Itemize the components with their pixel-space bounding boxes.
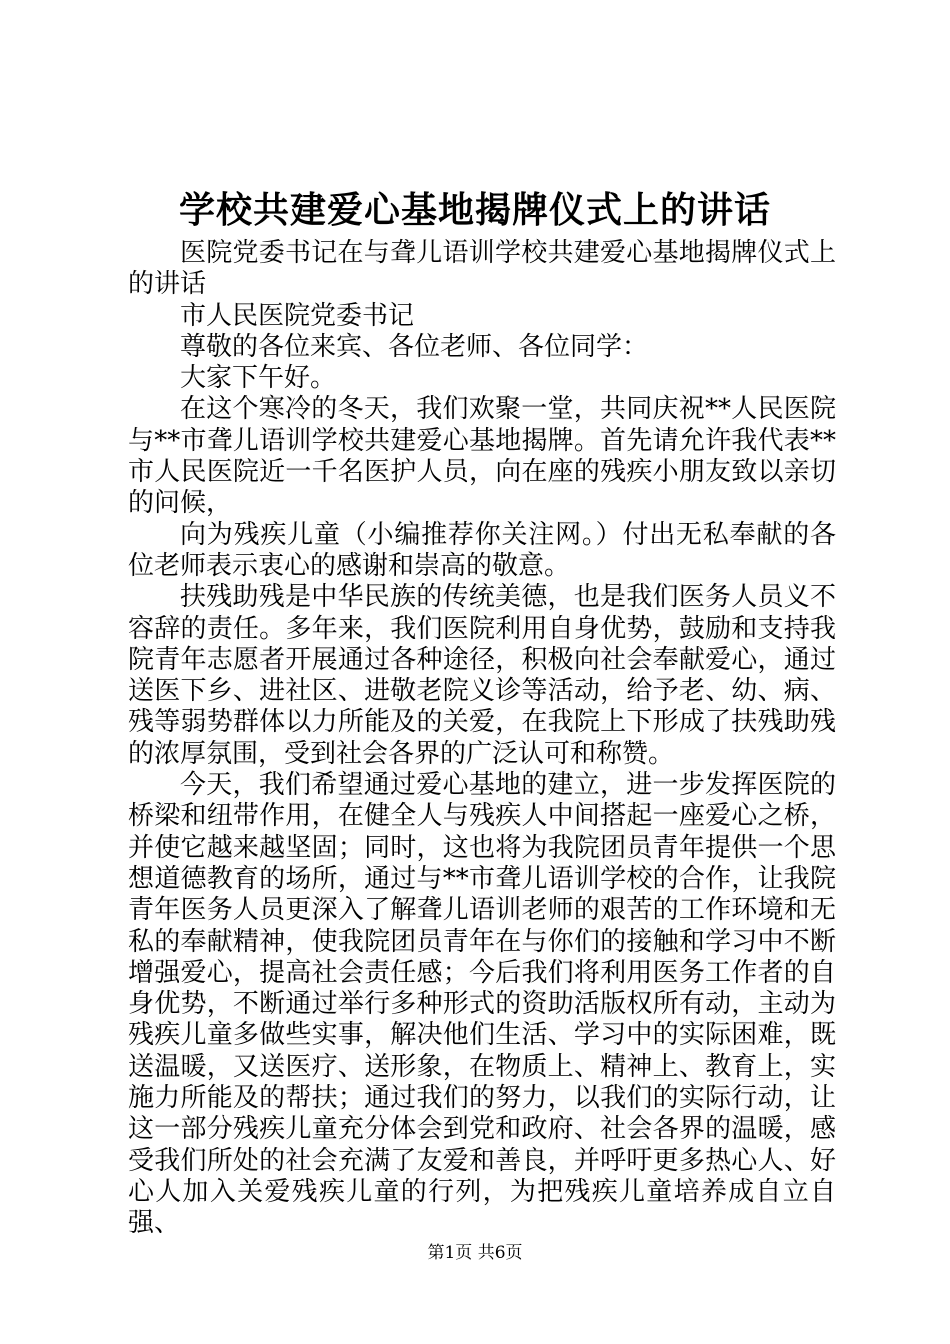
paragraph-speaker: 市人民医院党委书记	[180, 300, 415, 331]
paragraph-today: 今天，我们希望通过爱心基地的建立，进一步发挥医院的桥梁和纽带作用，在健全人与残疾人中间搭起一座爱心之桥，并使它越来越坚固；同时，这也将为我院团员青年提供一个思想道德教育的场所，通过与**市聋儿语训学校的合作，让我院青年医务人员更深入了解聋儿语训老师的艰苦的工作环境和无私的奉献精神，使我院团员青年在与你们的接触和学习中不断增强爱心，提高社会责任感；今后我们将利用医务工作者的自身优势，不断通过举行多种形式的资助活版权所有动，主动为残疾儿童多做些实事，解决他们生活、学习中的实际困难，既送温暖，又送医疗、送形象，在物质上、精神上、教育上，实施力所能及的帮扶；通过我们的努力，以我们的实际行动，让这一部分残疾儿童充分体会到党和政府、社会各界的温暖，感受我们所处的社会充满了友爱和善良，并呼吁更多热心人、好心人加入关爱残疾儿童的行列，为把残疾儿童培养成自立自强、	[128, 770, 836, 1239]
paragraph-celebration: 在这个寒冷的冬天，我们欢聚一堂，共同庆祝**人民医院与**市聋儿语训学校共建爱心基地揭牌。首先请允许我代表**市人民医院近一千名医护人员，向在座的残疾小朋友致以亲切的问候，	[128, 394, 836, 519]
paragraph-salutation: 尊敬的各位来宾、各位老师、各位同学：	[180, 331, 649, 362]
document-title: 学校共建爱心基地揭牌仪式上的讲话	[178, 189, 771, 231]
paragraph-tradition: 扶残助残是中华民族的传统美德，也是我们医务人员义不容辞的责任。多年来，我们医院利用自身优势，鼓励和支持我院青年志愿者开展通过各种途径，积极向社会奉献爱心，通过送医下乡、进社区、进敬老院义诊等活动，给予老、幼、病、残等弱势群体以力所能及的关爱，在我院上下形成了扶残助残的浓厚氛围，受到社会各界的广泛认可和称赞。	[128, 582, 836, 769]
paragraph-thanks: 向为残疾儿童（小编推荐你关注网。）付出无私奉献的各位老师表示衷心的感谢和崇高的敬意。	[128, 519, 836, 581]
document-body	[128, 238, 836, 1240]
paragraph-greeting: 大家下午好。	[180, 363, 337, 394]
paragraph-heading-line: 医院党委书记在与聋儿语训学校共建爱心基地揭牌仪式上的讲话	[128, 238, 836, 300]
page-footer: 第1页 共6页	[427, 1243, 523, 1263]
